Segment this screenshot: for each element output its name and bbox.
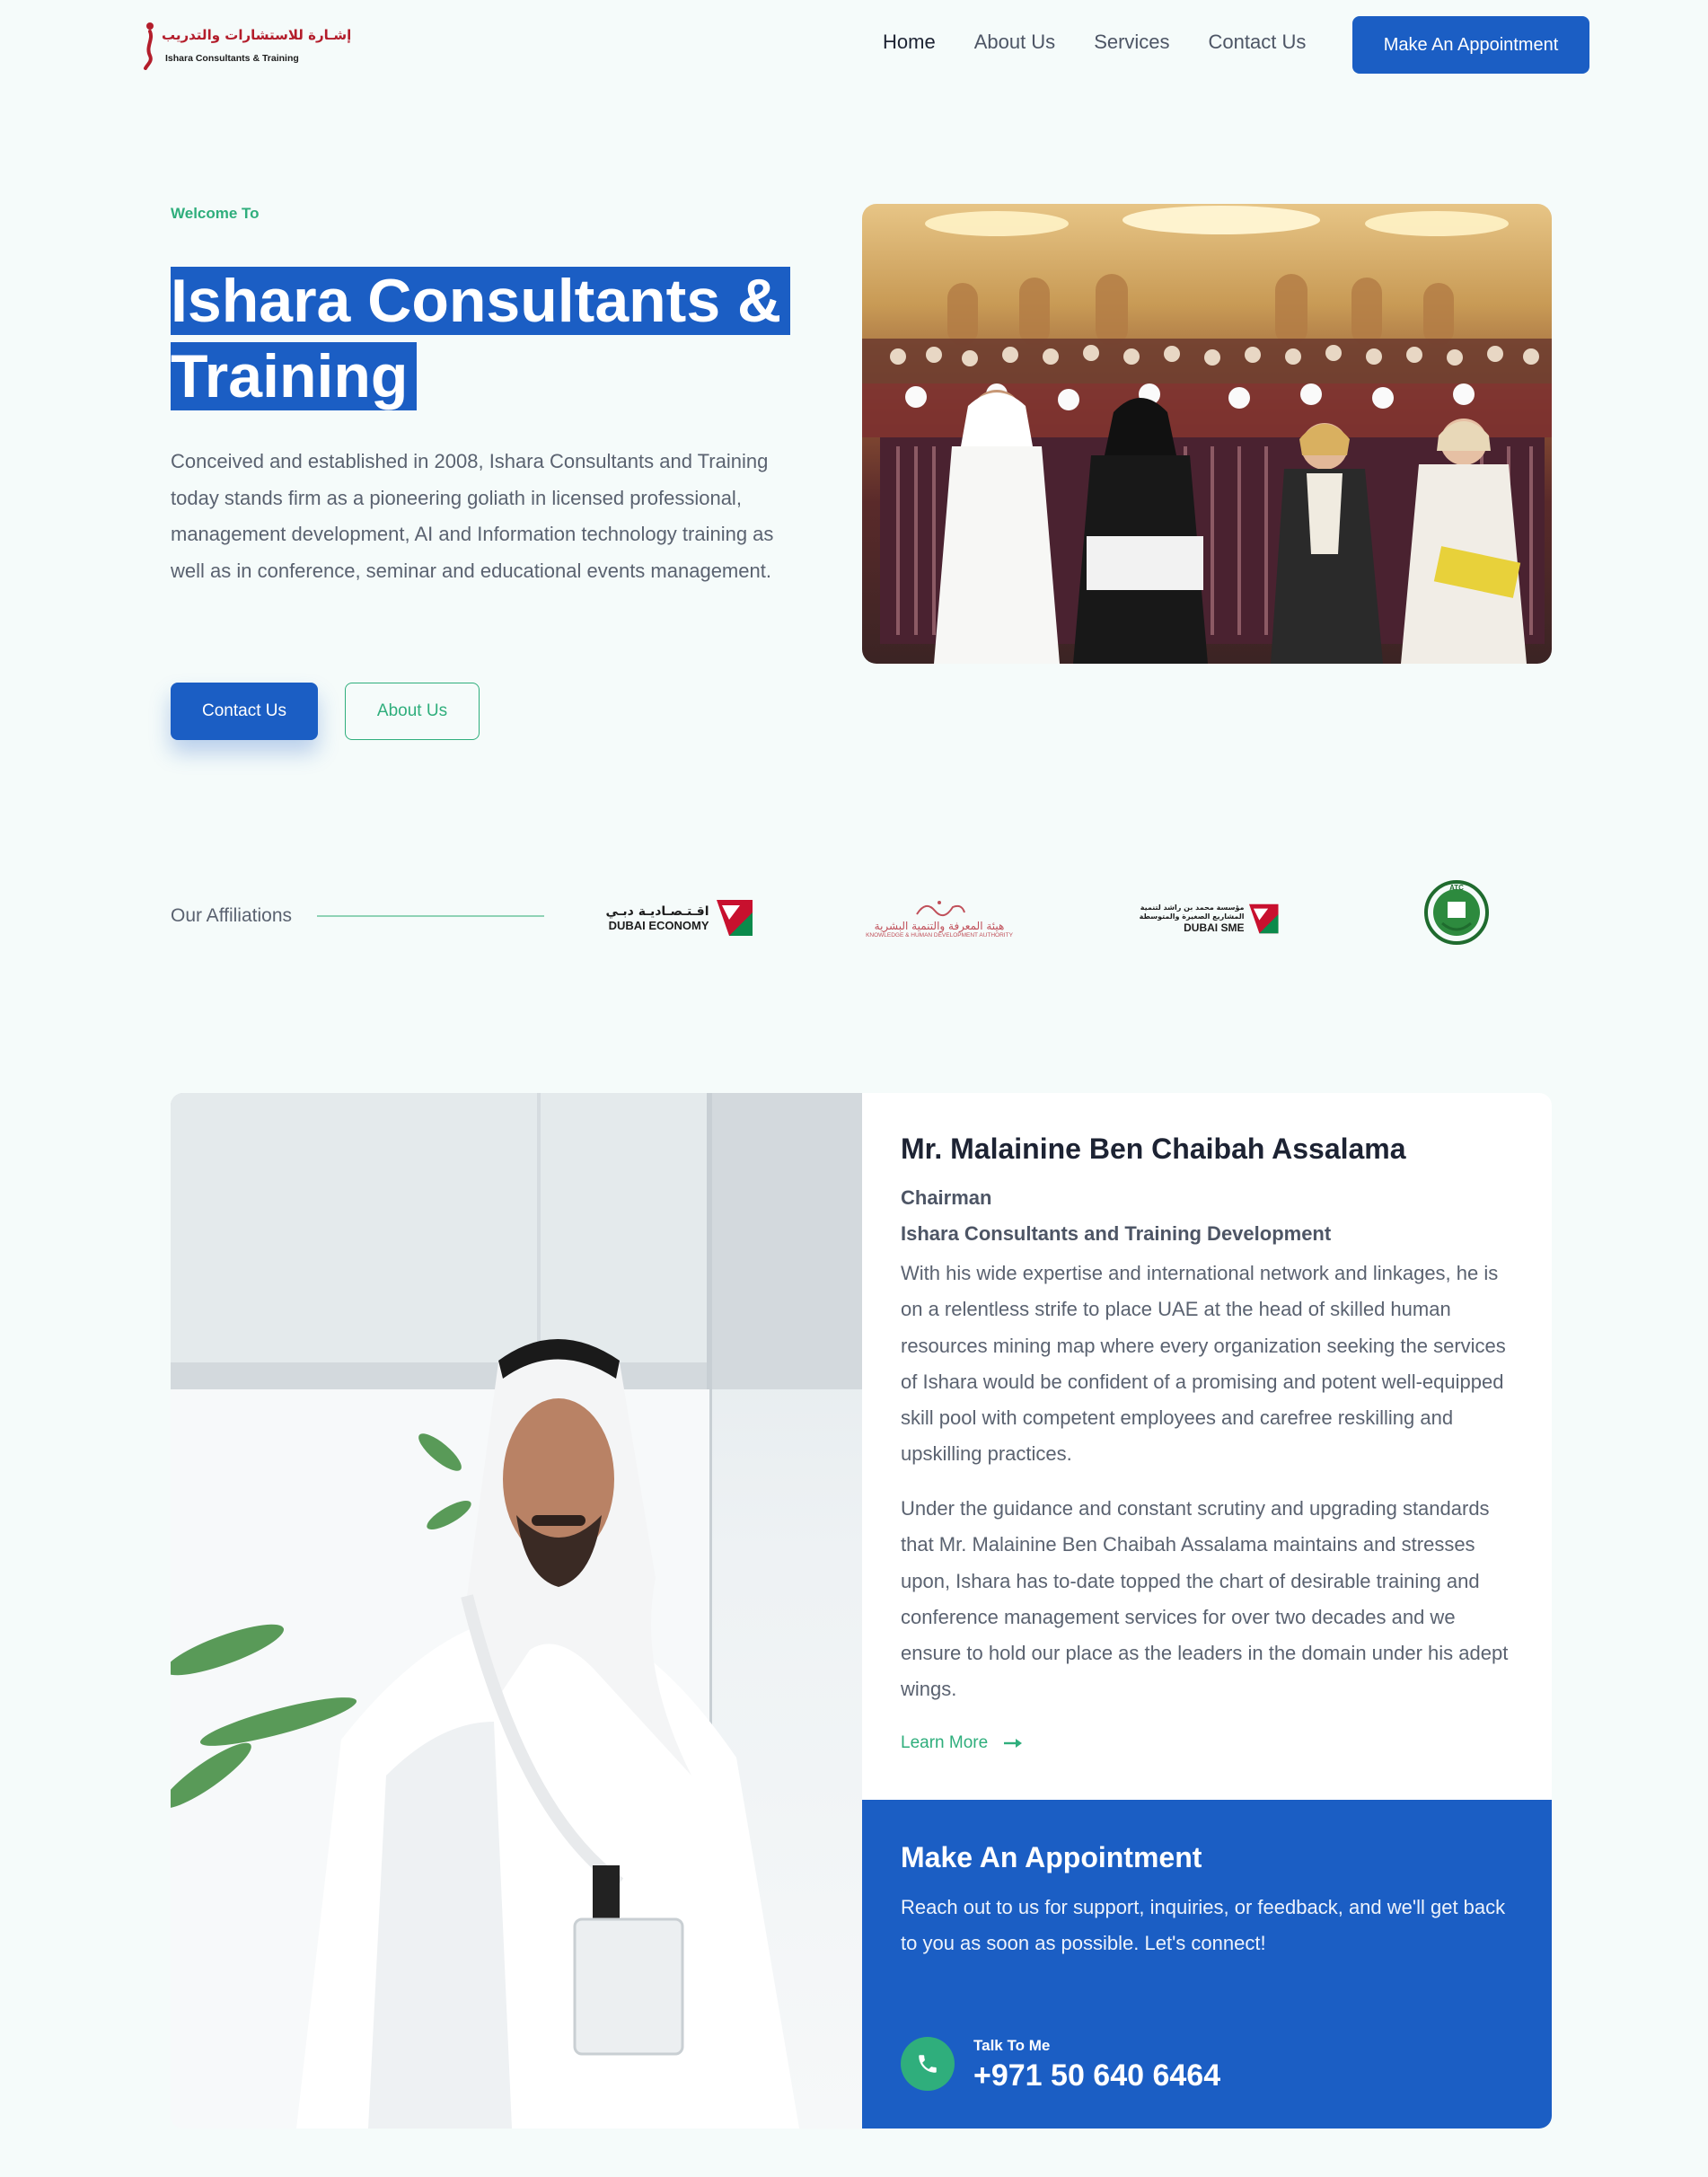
phone-icon [916,2052,939,2076]
nav-home[interactable]: Home [883,31,936,53]
chairman-info-card [862,1093,1552,1800]
nav-services[interactable]: Services [1094,31,1170,53]
khda-english: KNOWLEDGE & HUMAN DEVELOPMENT AUTHORITY [866,931,1013,939]
arrow-right-icon [1004,1738,1022,1749]
chairman-name: Mr. Malainine Ben Chaibah Assalama [901,1133,1406,1165]
chairman-organization: Ishara Consultants and Training Development [901,1222,1332,1245]
dubai-economy-arabic: اقـتـصـاديـة دبـي [605,903,709,919]
hero-description: Conceived and established in 2008, Ishara Consultants and Training today stands firm as a pioneering goliath in licensed professional, management development, AI and Information technology training as well as in conference, seminar and educational events management. [171,450,774,582]
atc-seal-logo [1422,878,1491,950]
learn-more-label: Learn More [901,1733,989,1752]
chairman-paragraph-1: With his wide expertise and international network and linkages, he is on a relentless strife to place UAE at the head of skilled human resources mining map where every organization seeking the services of Ishara would be confident of a promising and potent well-equipped skill pool with competent employees and carefree reskilling and upskilling practices. [901,1262,1506,1466]
appointment-description: Reach out to us for support, inquiries, or feedback, and we'll get back to you as soon as possible. Let's connect! [901,1896,1506,1954]
khda-calligraphy-icon [912,898,966,920]
make-appointment-button[interactable]: Make An Appointment [1352,16,1589,74]
appointment-card [862,1800,1552,2129]
logo-arabic-text: إشـارة للاستشارات والتدريب [162,27,352,43]
dubai-sme-flag-mark-icon [1249,903,1279,934]
contact-us-button[interactable]: Contact Us [171,683,318,740]
conference-scene-illustration [862,204,1552,664]
talk-to-me-label: Talk To Me [973,2037,1051,2054]
nav-contact-us[interactable]: Contact Us [1208,31,1307,53]
hero-welcome-label: Welcome To [171,205,260,222]
atc-seal-icon [1422,878,1491,950]
phone-icon-button[interactable] [901,2037,955,2091]
conference-audience-photo [862,204,1552,664]
nav-about-us[interactable]: About Us [973,31,1056,53]
logo-english-text: Ishara Consultants & Training [165,53,299,64]
logo-figure-icon [142,20,160,70]
site-logo[interactable] [142,18,352,72]
khda-arabic: هيئة المعرفة والتنمية البشرية [874,919,1005,932]
hero-title-text: Ishara Consultants & Training [171,267,790,410]
dubai-sme-english: DUBAI SME [1184,921,1245,934]
affiliations-divider [317,915,544,917]
about-us-button[interactable]: About Us [345,683,480,740]
hero-title [171,263,799,414]
dubai-economy-english: DUBAI ECONOMY [608,918,709,932]
site-header [0,0,1708,90]
dubai-economy-logo [600,896,758,939]
chairman-portrait-photo [171,1093,862,2129]
phone-number-link[interactable]: +971 50 640 6464 [973,2058,1221,2093]
atc-seal-text: ATC [1449,884,1464,892]
dubai-sme-logo [1115,898,1279,939]
affiliations-label: Our Affiliations [171,905,293,926]
chairman-portrait-illustration [171,1093,862,2129]
appointment-title: Make An Appointment [901,1841,1202,1873]
main-nav [883,31,1306,54]
dubai-flag-mark-icon [717,900,753,936]
chairman-role: Chairman [901,1186,992,1209]
khda-logo [858,893,1020,943]
dubai-sme-arabic: مؤسسة محمد بن راشد لتنمية المشاريع الصغيرة والمتوسطة [1139,903,1245,921]
chairman-paragraph-2: Under the guidance and constant scrutiny and upgrading standards that Mr. Malainine Ben Chaibah Assalama maintains and stresses upon, Ishara has to-date topped the chart of desirable training and conference management services for over two decades and we ensure to hold our place as the leaders in the domain under his adept wings. [901,1497,1509,1701]
learn-more-link[interactable] [901,1733,1022,1753]
